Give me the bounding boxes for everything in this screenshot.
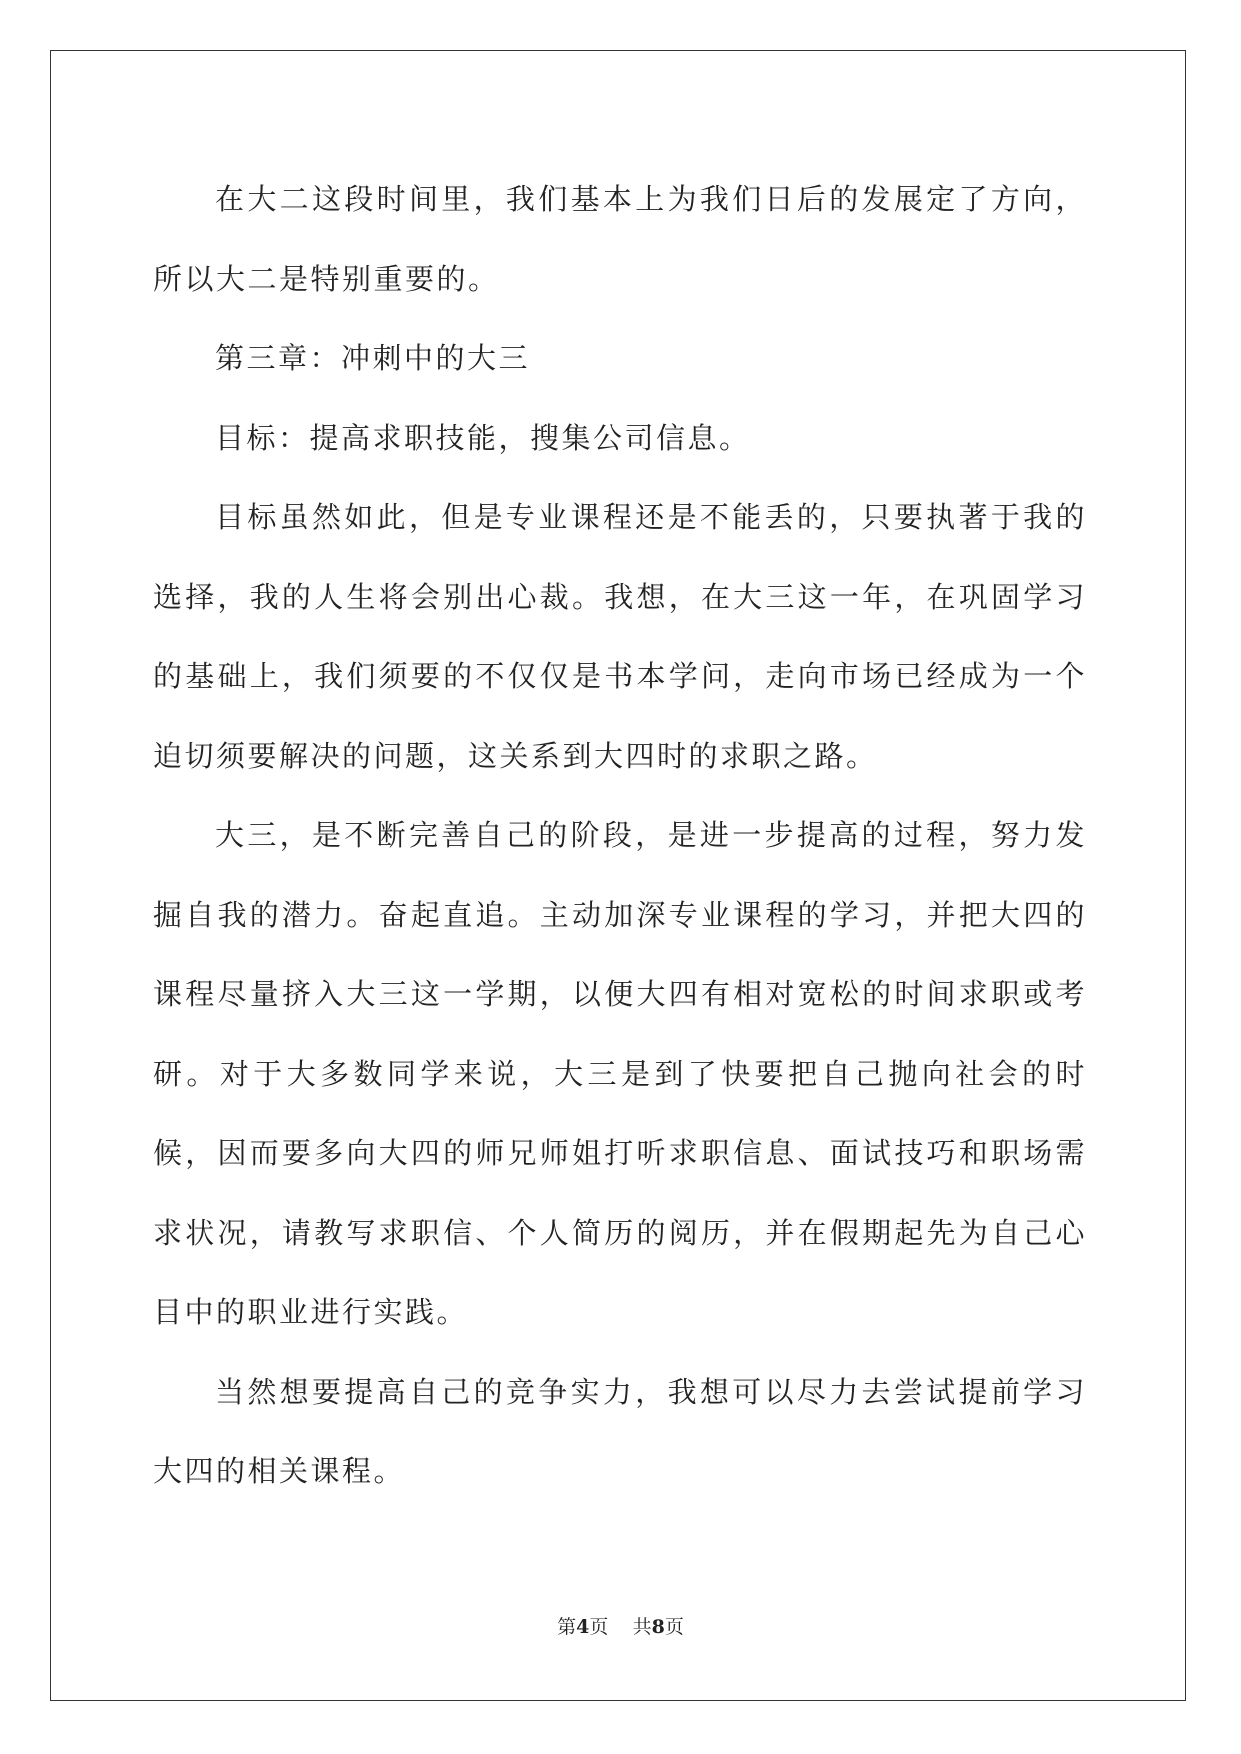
page-number-footer xyxy=(0,1612,1241,1639)
document-body xyxy=(153,160,1087,1512)
current-page-number: 4 xyxy=(576,1616,590,1638)
page-prefix: 第 xyxy=(557,1616,577,1638)
chapter-heading: 第三章：冲刺中的大三 xyxy=(215,341,531,375)
paragraph-5: 大三，是不断完善自己的阶段，是进一步提高的过程，努力发掘自我的潜力。奋起直追。主动加深专业课程的学习，并把大四的课程尽量挤入大三这一学期，以便大四有相对宽松的时间求职或考研。对于大多数同学来说，大三是到了快要把自己抛向社会的时候，因而要多向大四的师兄师姐打听求职信息、面试技巧和职场需求状况，请教写求职信、个人简历的阅历，并在假期起先为自己心目中的职业进行实践。 xyxy=(153,818,1087,1329)
total-page-count: 8 xyxy=(651,1616,665,1638)
total-prefix: 共 xyxy=(632,1616,652,1638)
goal-statement: 目标：提高求职技能，搜集公司信息。 xyxy=(215,420,751,455)
paragraph-4: 目标虽然如此，但是专业课程还是不能丢的，只要执著于我的选择，我的人生将会别出心裁。我想，在大三这一年，在巩固学习的基础上，我们须要的不仅仅是书本学问，走向市场已经成为一个迫切须要解决的问题，这关系到大四时的求职之路。 xyxy=(153,500,1087,773)
page-suffix: 页 xyxy=(589,1616,609,1638)
total-suffix: 页 xyxy=(664,1616,684,1638)
paragraph-6: 当然想要提高自己的竞争实力，我想可以尽力去尝试提前学习大四的相关课程。 xyxy=(153,1374,1087,1488)
paragraph-1: 在大二这段时间里，我们基本上为我们日后的发展定了方向，所以大二是特别重要的。 xyxy=(153,182,1087,296)
